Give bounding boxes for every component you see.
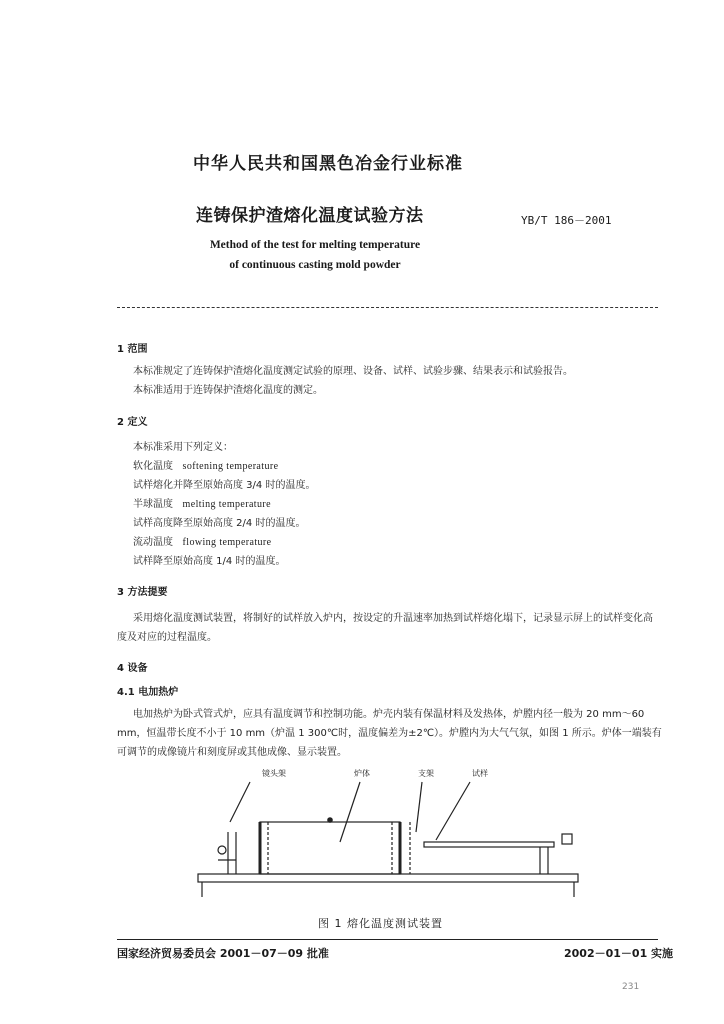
- footer-divider: [117, 939, 658, 940]
- term-1-zh: 软化温度: [133, 461, 173, 472]
- standard-category: 中华人民共和国黑色冶金行业标准: [193, 154, 463, 174]
- section-4-1-text: 电加热炉为卧式管式炉，应具有温度调节和控制功能。炉壳内装有保温材料及发热体，炉膛内径一般为 20 mm～60 mm，恒温带长度不小于 10 mm（炉温 1 300℃时，温度偏差为±2℃）。炉膛内为大气气氛，如图 1 所示。炉体一端装有可调节的成像镜片和刻度屏或其他成像、显示装置。: [117, 709, 662, 758]
- header-divider: [117, 307, 658, 308]
- term-2-en: melting temperature: [182, 499, 271, 510]
- definition-2-text: 试样高度降至原始高度 2/4 时的温度。: [133, 518, 306, 529]
- definition-term-2: [133, 495, 271, 514]
- term-2-zh: 半球温度: [133, 499, 173, 510]
- figure-label-furnace: 炉体: [354, 769, 370, 778]
- furnace-apparatus-figure: [190, 762, 590, 912]
- section-2-intro: 本标准采用下列定义：: [133, 442, 233, 453]
- section-3-text: 采用熔化温度测试装置，将制好的试样放入炉内，按设定的升温速率加热到试样熔化塌下，记录显示屏上的试样变化高度及对应的过程温度。: [117, 613, 653, 643]
- term-1-en: softening temperature: [182, 461, 279, 472]
- section-1-heading: 1 范围: [117, 344, 148, 355]
- page-number: 231: [622, 982, 640, 992]
- approval-date: 国家经济贸易委员会 2001－07－09 批准: [117, 947, 329, 960]
- definition-1-text: 试样熔化并降至原始高度 3/4 时的温度。: [133, 480, 316, 491]
- apparatus-base: [198, 874, 578, 882]
- definition-term-1: [133, 457, 278, 476]
- definition-term-3: [133, 533, 272, 552]
- section-4-heading: 4 设备: [117, 663, 148, 674]
- section-1-line1: 本标准规定了连铸保护渣熔化温度测定试验的原理、设备、试样、试验步骤、结果表示和试验报告。: [133, 366, 573, 377]
- section-1-line2: 本标准适用于连铸保护渣熔化温度的测定。: [133, 385, 323, 396]
- section-2-heading: 2 定义: [117, 417, 148, 428]
- section-4-1-heading: 4.1 电加热炉: [117, 687, 179, 698]
- section-3-heading: 3 方法提要: [117, 587, 168, 598]
- figure-caption: 图 1 熔化温度测试装置: [318, 917, 443, 930]
- term-3-zh: 流动温度: [133, 537, 173, 548]
- document-title-english-line1: Method of the test for melting temperature: [209, 239, 421, 251]
- definition-3-text: 试样降至原始高度 1/4 时的温度。: [133, 556, 286, 567]
- figure-label-support: 支架: [418, 769, 434, 778]
- document-title-chinese: 连铸保护渣熔化温度试验方法: [196, 206, 424, 226]
- figure-label-sample: 试样: [472, 769, 488, 778]
- implementation-date: 2002－01－01 实施: [564, 947, 674, 960]
- document-title-english-line2: of continuous casting mold powder: [229, 259, 401, 271]
- furnace-body: [260, 822, 400, 874]
- standard-code: YB/T 186－2001: [521, 214, 612, 227]
- term-3-en: flowing temperature: [182, 537, 272, 548]
- figure-label-lens-holder: 镜头架: [262, 769, 286, 778]
